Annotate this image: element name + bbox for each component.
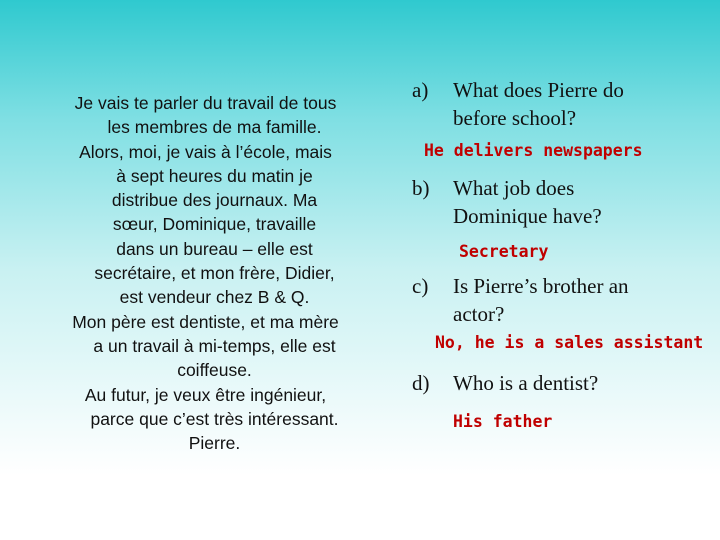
passage-line: a un travail à mi-temps, elle est (93, 335, 336, 356)
passage-line: distribue des journaux. Ma (111, 190, 318, 211)
passage-line: parce que c’est très intéressant. (90, 408, 339, 429)
question-text-line: What job does (453, 176, 575, 200)
passage-line: Je vais te parler du travail de tous (74, 93, 337, 113)
question-text-line: Is Pierre’s brother an (453, 274, 629, 298)
question-letter: d) (412, 371, 430, 395)
passage-line: coiffeuse. (177, 360, 252, 381)
question-text-line: before school? (453, 106, 577, 130)
question-text-line: Dominique have? (453, 204, 602, 228)
passage-line: Alors, moi, je vais à l’école, mais (79, 141, 332, 162)
answer-c: No, he is a sales assistant (435, 333, 704, 352)
question-letter: b) (412, 176, 430, 200)
passage-line: à sept heures du matin je (116, 165, 313, 186)
french-passage (18, 91, 393, 455)
answer-d: His father (453, 412, 553, 431)
question-text-line: actor? (453, 302, 505, 326)
passage-line: sœur, Dominique, travaille (112, 214, 317, 235)
question-text-line: Who is a dentist? (453, 371, 599, 395)
passage-line: secrétaire, et mon frère, Didier, (94, 263, 335, 284)
answer-b: Secretary (459, 242, 549, 261)
passage-line: Au futur, je veux être ingénieur, (84, 384, 327, 405)
passage-line: les membres de ma famille. (107, 117, 322, 138)
question-letter: a) (412, 78, 429, 102)
question-text-line: What does Pierre do (453, 78, 624, 102)
passage-line: est vendeur chez B & Q. (119, 287, 310, 308)
question-letter: c) (412, 274, 429, 298)
passage-line: dans un bureau – elle est (116, 238, 313, 259)
answer-a: He delivers newspapers (424, 141, 643, 160)
passage-signature: Pierre. (188, 433, 241, 454)
passage-line: Mon père est dentiste, et ma mère (72, 311, 339, 332)
